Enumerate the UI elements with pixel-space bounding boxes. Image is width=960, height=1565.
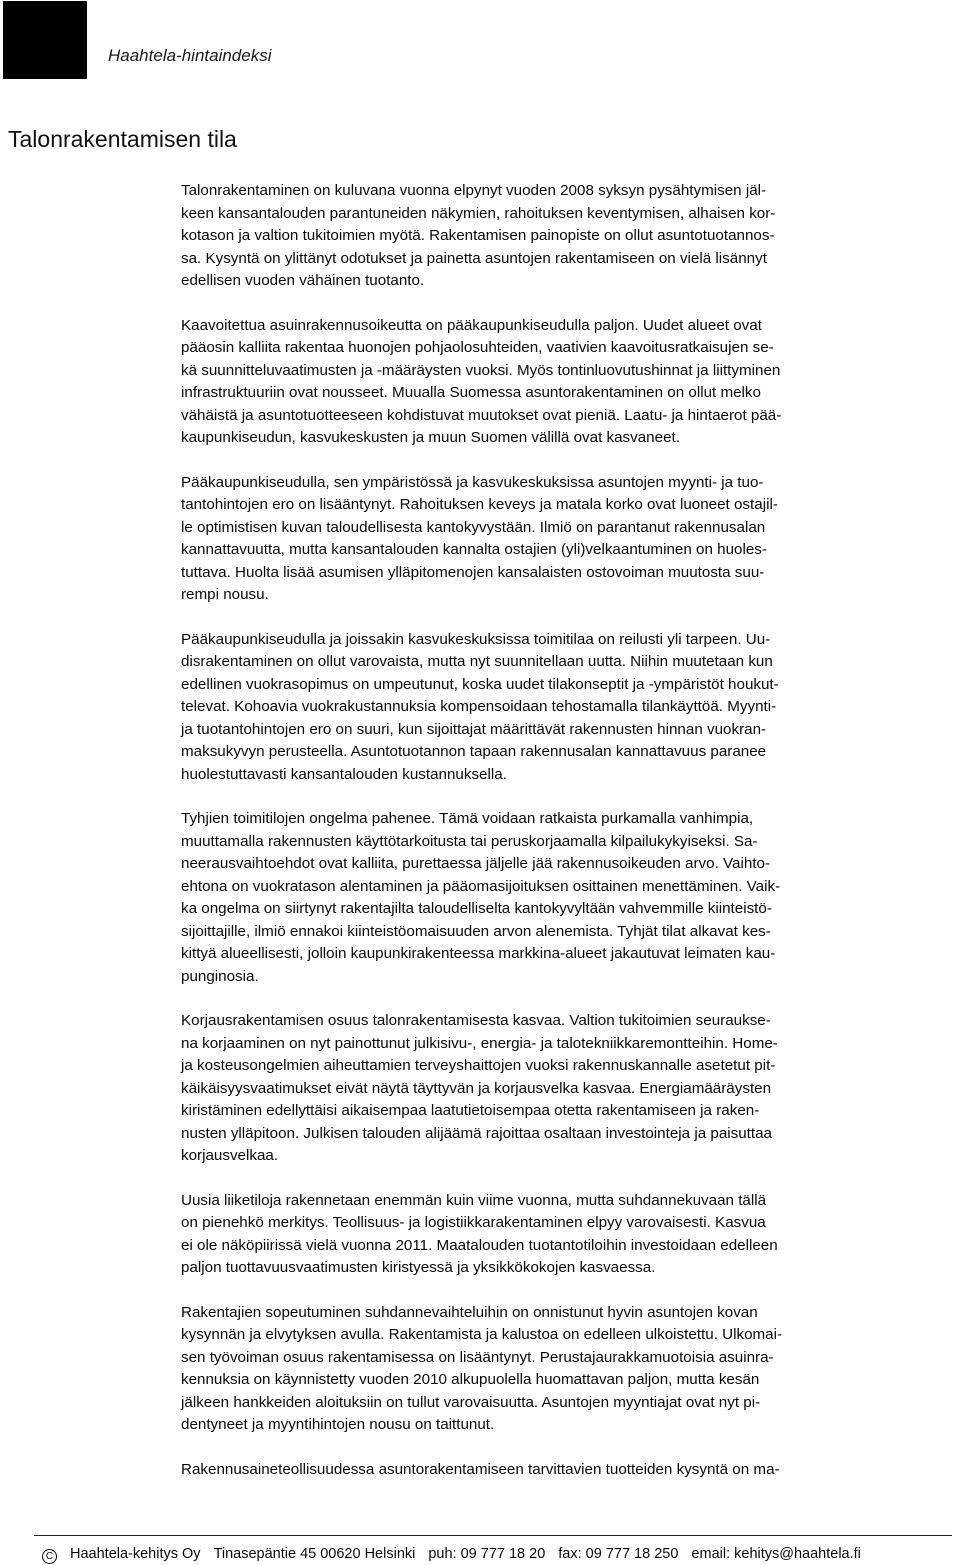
text-line: dentyneet ja myyntihintojen nousu on taittunut. — [181, 1416, 495, 1433]
footer-phone: puh: 09 777 18 20 — [428, 1546, 546, 1562]
text-line: kittyä alueellisesti, jolloin kaupunkirakenteessa markkina-alueet jakautuvat leimaten kau- — [181, 945, 776, 962]
footer-contact — [42, 1546, 874, 1564]
text-line: kaupunkiseudun, kasvukeskusten ja muun Suomen välillä ovat kasvaneet. — [181, 429, 680, 446]
text-line: on pienehkö merkitys. Teollisuus- ja logistiikkarakentaminen elpyy varovaisesti. Kasvua — [181, 1214, 766, 1231]
text-line: sa. Kysyntä on ylittänyt odotukset ja painetta asuntojen rakentamiseen on vielä lisännyt — [181, 249, 767, 267]
text-line: neerausvaihtoehdot ovat kalliita, purettaessa jäljelle jää rakennusoikeuden arvo. Vaihto- — [181, 855, 771, 872]
footer — [0, 1535, 960, 1565]
paragraph — [181, 1190, 951, 1280]
text-line: sijoittajille, ilmiö ennakoi kiinteistöomaisuuden arvon alenemista. Tyhjät tilat alkavat kes- — [181, 922, 771, 940]
text-line: Talonrakentaminen on kuluvana vuonna elpynyt vuoden 2008 syksyn pysähtymisen jäl- — [181, 182, 767, 199]
text-line: le optimistisen kuvan taloudellisesta kantokyvystään. Ilmiö on parantanut rakennusalan — [181, 518, 766, 536]
text-line: kennuksia on käynnistetty vuoden 2010 alkupuolella huomattavan paljon, mutta kesän — [181, 1371, 760, 1388]
text-line: kä suunnitteluvaatimusten ja -määräysten vuoksi. Myös tontinluovutushinnat ja liittyminen — [181, 361, 781, 379]
text-line: pääosin kalliita rakentaa huonojen pohjaolosuhteiden, vaativien kaavoitusratkaisujen se- — [181, 339, 774, 356]
paragraph — [181, 808, 951, 988]
text-line: Pääkaupunkiseudulla, sen ympäristössä ja kasvukeskuksissa asuntojen myynti- ja tuo- — [181, 473, 764, 491]
paragraph — [181, 1010, 951, 1168]
paragraph — [181, 472, 951, 607]
text-line: kiristäminen edellyttäisi aikaisempaa laatutietoisempaa otetta rakentamiseen ja raken- — [181, 1102, 760, 1119]
text-line: kannattavuutta, mutta kansantalouden kannalta ostajien (yli)velkaantuminen on huoles- — [181, 541, 767, 558]
text-line: keen kansantalouden parantuneiden näkymien, rahoituksen keventymisen, alhaisen kor- — [181, 204, 776, 222]
footer-email[interactable]: email: kehitys@haahtela.fi — [691, 1546, 861, 1562]
text-line: Rakentajien sopeutuminen suhdannevaihteluihin on onnistunut hyvin asuntojen kovan — [181, 1303, 758, 1321]
text-line: vähäistä ja asuntotuotteeseen kohdistuvat muutokset ovat pieniä. Laatu- ja hintaerot pää- — [181, 406, 782, 424]
text-line: kysynnän ja elvytyksen avulla. Rakentamista ja kalustoa on edelleen ulkoistettu. Ulkomai- — [181, 1326, 783, 1343]
paragraph — [181, 180, 951, 293]
text-line: edellisen vuoden vähäinen tuotanto. — [181, 272, 425, 289]
footer-fax: fax: 09 777 18 250 — [558, 1546, 679, 1562]
text-line: ja tuotantohintojen ero on suuri, kun sijoittajat määrittävät rakennusten hinnan vuokran- — [181, 720, 767, 738]
text-line: na korjaaminen on nyt painottunut julkisivu-, energia- ja talotekniikkaremontteihin. Home- — [181, 1034, 778, 1052]
text-line: punginosia. — [181, 967, 259, 985]
paragraph — [181, 629, 951, 787]
text-line: tantohintojen ero on lisääntynyt. Rahoituksen keveys ja matala korko ovat luoneet ostajil- — [181, 496, 778, 513]
copyright-icon: C — [42, 1549, 57, 1564]
paragraph — [181, 315, 951, 450]
text-line: Uusia liiketiloja rakennetaan enemmän kuin viime vuonna, mutta suhdannekuvaan tällä — [181, 1191, 767, 1209]
text-line: Tyhjien toimitilojen ongelma pahenee. Tämä voidaan ratkaista purkamalla vanhimpia, — [181, 810, 754, 827]
text-line: käikäisyysvaatimukset eivät näytä täyttyvän ja korjausvelka kasvaa. Energiamääräysten — [181, 1079, 772, 1097]
logo-box — [3, 1, 87, 79]
text-line: Kaavoitettua asuinrakennusoikeutta on pääkaupunkiseudulla paljon. Uudet alueet ovat — [181, 316, 762, 334]
text-line: muuttamalla rakennusten käyttötarkoitusta tai peruskorjaamalla kilpailukykyiseksi. Sa- — [181, 832, 758, 850]
text-line: ei ole näköpiirissä vielä vuonna 2011. Maatalouden tuotantotiloihin investoidaan edelleen — [181, 1236, 778, 1254]
footer-rule — [34, 1535, 952, 1536]
text-line: edellinen vuokrasopimus on umpeutunut, koska uudet tilakonseptit ja -ympäristöt houkut- — [181, 675, 779, 693]
body-text — [181, 180, 951, 1503]
text-line: Rakennusaineteollisuudessa asuntorakentamiseen tarvittavien tuotteiden kysyntä on ma- — [181, 1460, 780, 1478]
text-line: korjausvelkaa. — [181, 1147, 279, 1164]
text-line: Korjausrakentamisen osuus talonrakentamisesta kasvaa. Valtion tukitoimien seuraukse- — [181, 1012, 771, 1029]
text-line: ka ongelma on siirtynyt rakentajilta taloudelliselta kantokyvyltään vahvemmille kiinteistö- — [181, 900, 772, 917]
text-line: tuttava. Huolta lisää asumisen ylläpitomenojen kansalaisten ostovoiman muutosta suu- — [181, 563, 765, 581]
text-line: jälkeen hankkeiden aloituksiin on tullut varovaisuutta. Asuntojen myyntiajat ovat nyt pi- — [181, 1393, 761, 1411]
text-line: kotason ja valtion tukitoimien myötä. Rakentamisen painopiste on ollut asuntotuotannos- — [181, 227, 775, 244]
text-line: Pääkaupunkiseudulla ja joissakin kasvukeskuksissa toimitilaa on reilusti yli tarpeen. Uu- — [181, 630, 771, 648]
paragraph — [181, 1459, 951, 1482]
text-line: infrastruktuuriin ovat nousseet. Muualla Suomessa asuntorakentaminen on ollut melko — [181, 384, 761, 401]
header-brand: Haahtela-hintaindeksi — [108, 46, 272, 65]
text-line: sen työvoiman osuus rakentamisessa on lisääntynyt. Perustajaurakkamuotoisia asuinra- — [181, 1348, 774, 1366]
footer-company: Haahtela-kehitys Oy — [70, 1546, 201, 1562]
paragraph — [181, 1302, 951, 1437]
text-line: paljon tuottavuusvaatimusten kiristyessä ja yksikkökokojen kasvaessa. — [181, 1259, 656, 1276]
text-line: ehtona on vuokratason alentaminen ja pääomasijoituksen osittainen menettäminen. Vaik- — [181, 877, 781, 895]
text-line: maksukyvyn perusteella. Asuntotuotannon tapaan rakennusalan kannattavuus paranee — [181, 743, 767, 760]
text-line: ja kosteusongelmien aiheuttamien terveyshaittojen vuoksi rakennuskannalle asetetut pit- — [181, 1057, 776, 1074]
text-line: rempi nousu. — [181, 586, 269, 603]
text-line: disrakentaminen on ollut varovaista, mutta nyt suunnitellaan uutta. Niihin muutetaan kun — [181, 653, 773, 670]
text-line: televat. Kohoavia vuokrakustannuksia kompensoidaan tehostamalla tilankäyttöä. Myynti- — [181, 698, 777, 715]
footer-address: Tinasepäntie 45 00620 Helsinki — [213, 1546, 416, 1562]
text-line: nusten ylläpitoon. Julkisen talouden alijäämä rajoittaa osaltaan investointeja ja paisuttaa — [181, 1124, 773, 1142]
text-line: huolestuttavasti kansantalouden kustannuksella. — [181, 765, 507, 783]
page-title: Talonrakentamisen tila — [8, 126, 237, 152]
